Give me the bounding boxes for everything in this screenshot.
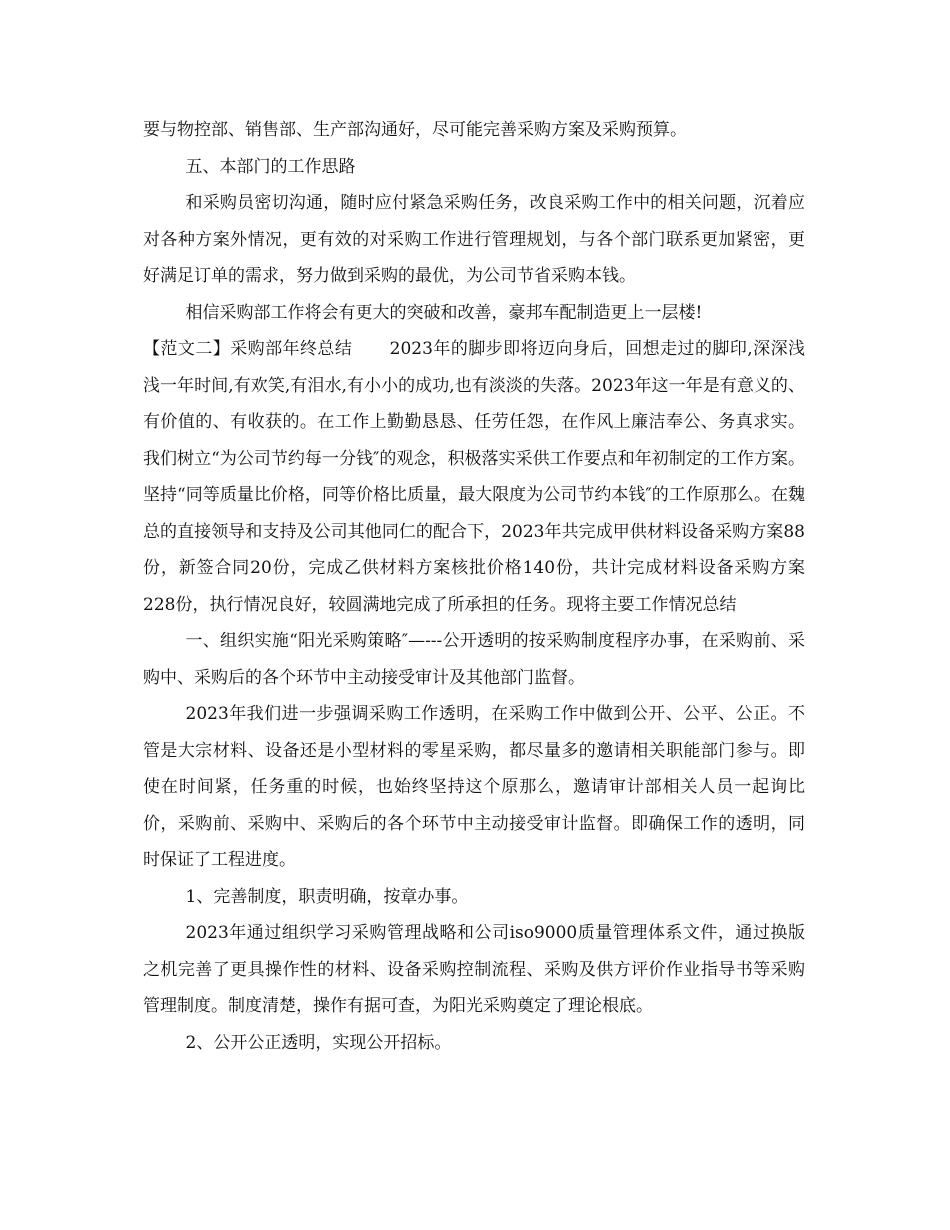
section-heading-5: 五、本部门的工作思路 — [185, 156, 356, 177]
paragraph-7: 2023年我们进一步强调采购工作透明，在采购工作中做到公开、公平、公正。不管是大宗材料、设备还是小型材料的零星采购，都尽量多的邀请相关职能部门参与。即使在时间紧，任务重的时候，也始终坚持这个原那么，邀请审计部相关人员一起询比价，采购前、采购中、采购后的各个环节中主动接受审计监督。即确保工作的透明，同时保证了工程进度。 — [143, 704, 805, 870]
document-body — [143, 112, 805, 1061]
paragraph-9: 2023年通过组织学习采购管理战略和公司iso9000质量管理体系文件，通过换版之机完善了更具操作性的材料、设备采购控制流程、采购及供方评价作业指导书等采购管理制度。制度清楚，操作有据可查，为阳光采购奠定了理论根底。 — [143, 923, 805, 1016]
paragraph-5 — [143, 331, 805, 623]
sample-title: 【范文二】采购部年终总结 — [143, 339, 353, 359]
paragraph-4: 相信采购部工作将会有更大的突破和改善，豪邦车配制造更上一层楼! — [185, 302, 703, 323]
sample-body: 2023年的脚步即将迈向身后，回想走过的脚印,深深浅浅一年时间,有欢笑,有泪水,有小小的成功,也有淡淡的失落。2023年这一年是有意义的、有价值的、有收获的。在工作上勤勤恳恳、任劳任怨，在作风上廉洁奉公、务真求实。我们树立“为公司节约每一分钱″的观念，积极落实采供工作要点和年初制定的工作方案。坚持“同等质量比价格，同等价格比质量，最大限度为公司节约本钱″的工作原那么。在魏总的直接领导和支持及公司其他同仁的配合下，2023年共完成甲供材料设备采购方案88份，新签合同20份，完成乙供材料方案核批价格140份，共计完成材料设备采购方案228份，执行情况良好，较圆满地完成了所承担的任务。现将主要工作情况总结 — [143, 339, 806, 615]
paragraph-3: 和采购员密切沟通，随时应付紧急采购任务，改良采购工作中的相关问题，沉着应对各种方案外情况，更有效的对采购工作进行管理规划，与各个部门联系更加紧密，更好满足订单的需求，努力做到采购的最优，为公司节省采购本钱。 — [143, 193, 805, 286]
paragraph-1: 要与物控部、销售部、生产部沟通好，尽可能完善采购方案及采购预算。 — [143, 120, 687, 140]
subheading-2: 2、公开公正透明，实现公开招标。 — [185, 1032, 452, 1053]
section-heading-1: 一、组织实施“阳光采购策略″—---公开透明的按采购制度程序办事，在采购前、采购中、采购后的各个环节中主动接受审计及其他部门监督。 — [143, 631, 805, 688]
subheading-1: 1、完善制度，职责明确，按章办事。 — [185, 886, 469, 907]
